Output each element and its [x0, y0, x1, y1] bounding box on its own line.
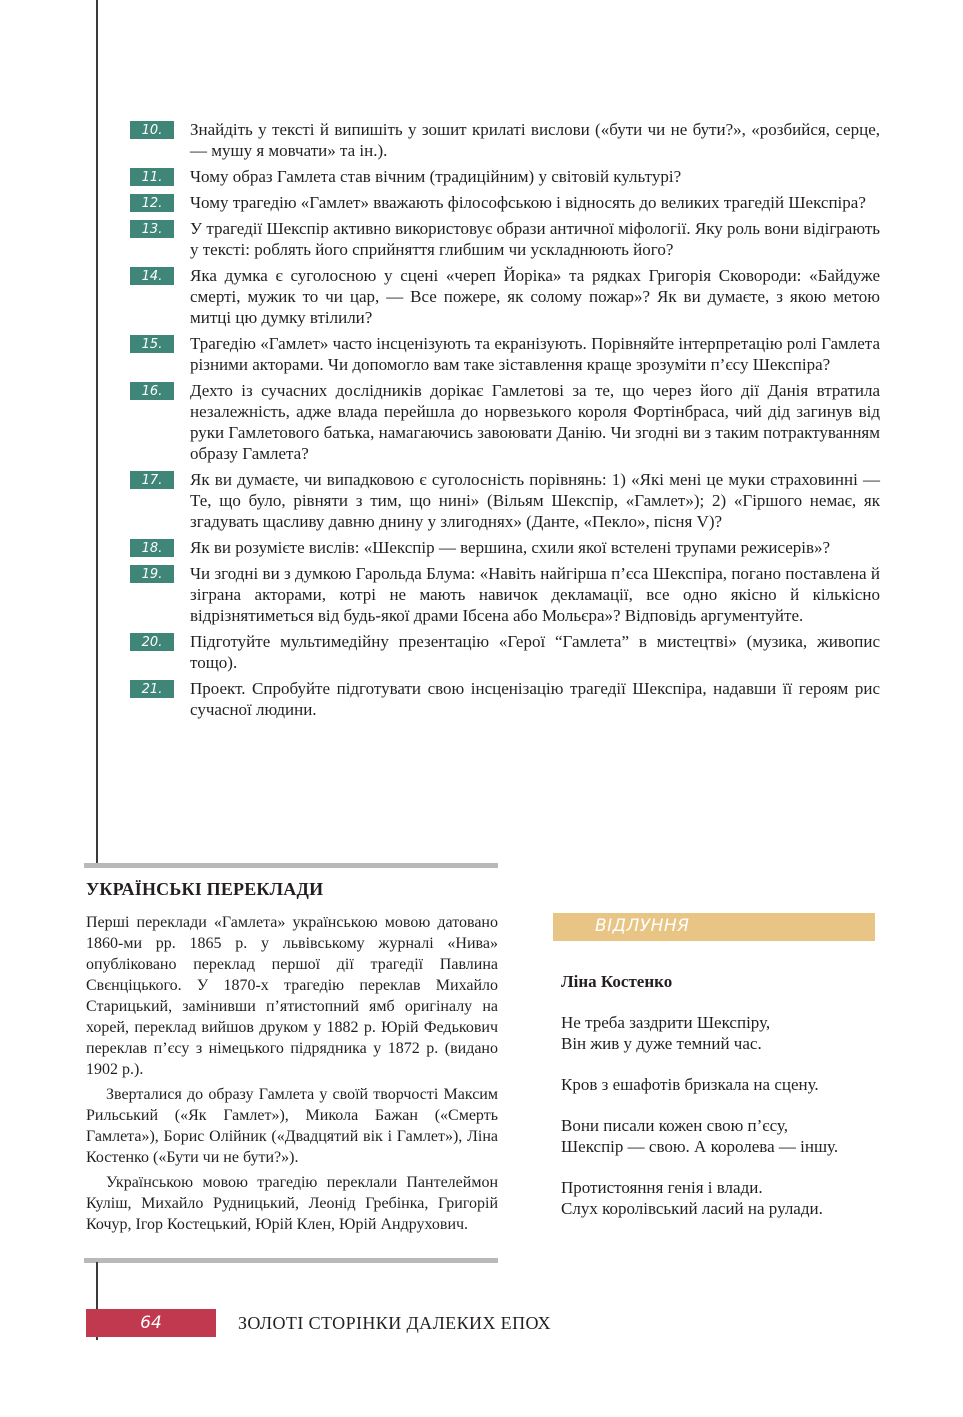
question-number-badge: 16. — [130, 382, 174, 400]
translations-paragraph: Українською мовою трагедію переклали Пантелеймон Куліш, Михайло Рудницький, Леонід Гребінка, Григорій Кочур, Ігор Костецький, Юрій Клен, Юрій Андрухович. — [86, 1174, 498, 1233]
page-number: 64 — [86, 1309, 216, 1337]
question-number-badge: 19. — [130, 565, 174, 583]
question-number-badge: 13. — [130, 220, 174, 238]
question-text: Дехто із сучасних дослідників дорікає Гамлетові за те, що через його дії Данія втратила незалежність, адже влада перейшла до норвезького короля Фортінбраса, чий дід загинув від руки Гамлетового батька, намагаючись завоювати Данію. Чи згодні ви з таким потрактуванням образу Гамлета? — [190, 381, 880, 463]
question-text: У трагедії Шекспір активно використовує образи античної міфології. Яку роль вони відіграють у тексті: роблять його сприйняття глибшим чи ускладнюють його? — [190, 219, 880, 259]
translations-paragraph: Зверталися до образу Гамлета у своїй творчості Максим Рильський («Як Гамлет»), Микола Бажан («Смерть Гамлета»), Борис Олійник («Двадцятий вік і Гамлет»), Ліна Костенко («Бути чи не бути?»). — [86, 1086, 498, 1166]
question-item — [130, 218, 880, 260]
question-item — [130, 380, 880, 464]
poem-stanza — [561, 1012, 891, 1054]
question-number-badge: 15. — [130, 335, 174, 353]
question-number-badge: 12. — [130, 194, 174, 212]
question-item — [130, 537, 880, 558]
question-text: Підготуйте мультимедійну презентацію «Герої “Гамлета” в мистецтві» (музика, живопис тощо). — [190, 632, 880, 672]
questions-list — [130, 119, 880, 725]
question-number-badge: 10. — [130, 121, 174, 139]
question-item — [130, 192, 880, 213]
echo-label-bar — [553, 913, 875, 941]
question-text: Проект. Спробуйте підготувати свою інсценізацію трагедії Шекспіра, надавши її героям рис сучасної людини. — [190, 679, 880, 719]
ukrainian-translations-sidebar — [86, 879, 498, 1235]
poem-author: Ліна Костенко — [561, 972, 673, 991]
poem-line: Не треба заздрити Шекспіру, — [561, 1013, 771, 1032]
question-text: Трагедію «Гамлет» часто інсценізують та екранізують. Порівняйте інтерпретацію ролі Гамлета різними акторами. Чи допомогло вам таке зіставлення краще зрозуміти п’єсу Шекспіра? — [190, 334, 880, 374]
question-item — [130, 563, 880, 626]
question-number-badge: 21. — [130, 680, 174, 698]
poem-line: Слух королівський ласий на рулади. — [561, 1199, 823, 1218]
question-text: Як ви думаєте, чи випадковою є суголосність порівнянь: 1) «Які мені це муки страховинні — Те, що було, рівняти з тим, що нині» (Вільям Шекспір, «Гамлет»); 2) «Гіршого немає, як згадувать щасливу давню днину у злигоднях» (Данте, «Пекло», пісня V)? — [190, 470, 880, 531]
question-item — [130, 119, 880, 161]
question-text: Знайдіть у тексті й випишіть у зошит крилаті вислови («бути чи не бути?», «розбийся, серце, — мушу я мовчати» та ін.). — [190, 120, 880, 160]
question-number-badge: 14. — [130, 267, 174, 285]
running-footer-title: ЗОЛОТІ СТОРІНКИ ДАЛЕКИХ ЕПОХ — [238, 1313, 551, 1333]
poem-line: Кров з ешафотів бризкала на сцену. — [561, 1075, 819, 1094]
poem-line: Він жив у дуже темний час. — [561, 1034, 762, 1053]
echo-poem — [561, 972, 891, 1239]
question-text: Чому трагедію «Гамлет» вважають філософською і відносять до великих трагедій Шекспіра? — [190, 193, 866, 212]
question-text: Яка думка є суголосною у сцені «череп Йоріка» та рядках Григорія Сковороди: «Байдуже смерті, мужик то чи цар, — Все пожере, як солому пожар»? Як ви думаєте, з якою метою митці цю думку втілили? — [190, 266, 880, 327]
question-number-badge: 20. — [130, 633, 174, 651]
question-number-badge: 11. — [130, 168, 174, 186]
question-item — [130, 166, 880, 187]
echo-label: ВІДЛУННЯ — [595, 916, 690, 936]
question-text: Чи згодні ви з думкою Гарольда Блума: «Навіть найгірша п’єса Шекспіра, погано поставлена й зіграна акторами, котрі не мають навичок декламації, все одно якісно й кількісно відрізнятиметься від будь-якої драми Ібсена або Мольєра»? Відповідь аргументуйте. — [190, 564, 880, 625]
section-bottom-rule — [84, 1258, 498, 1263]
poem-stanza — [561, 1177, 891, 1219]
poem-line: Вони писали кожен свою п’єсу, — [561, 1116, 788, 1135]
poem-line: Протистояння генія і влади. — [561, 1178, 763, 1197]
translations-heading: УКРАЇНСЬКІ ПЕРЕКЛАДИ — [86, 879, 324, 899]
question-item — [130, 678, 880, 720]
poem-stanza — [561, 1115, 891, 1157]
section-top-rule — [84, 863, 498, 868]
poem-line: Шекспір — свою. А королева — іншу. — [561, 1137, 839, 1156]
poem-stanza — [561, 1074, 891, 1095]
question-item — [130, 631, 880, 673]
left-margin-line — [96, 0, 98, 865]
question-number-badge: 18. — [130, 539, 174, 557]
question-text: Як ви розумієте вислів: «Шекспір — вершина, схили якої встелені трупами режисерів»? — [190, 538, 831, 557]
question-number-badge: 17. — [130, 471, 174, 489]
translations-paragraph: Перші переклади «Гамлета» українською мовою датовано 1860-ми рр. 1865 р. у львівському журналі «Нива» опубліковано переклад першої дії трагедії Павлина Свєнціцького. У 1870-х трагедію переклав Михайло Старицький, замінивши п’ятистопний ямб оригіналу на хорей, переклад вийшов друком у 1882 р. Юрій Федькович переклав п’єсу з німецького підрядника у 1872 р. (видано 1902 р.). — [86, 914, 498, 1078]
question-text: Чому образ Гамлета став вічним (традиційним) у світовій культурі? — [190, 167, 682, 186]
question-item — [130, 265, 880, 328]
question-item — [130, 333, 880, 375]
question-item — [130, 469, 880, 532]
